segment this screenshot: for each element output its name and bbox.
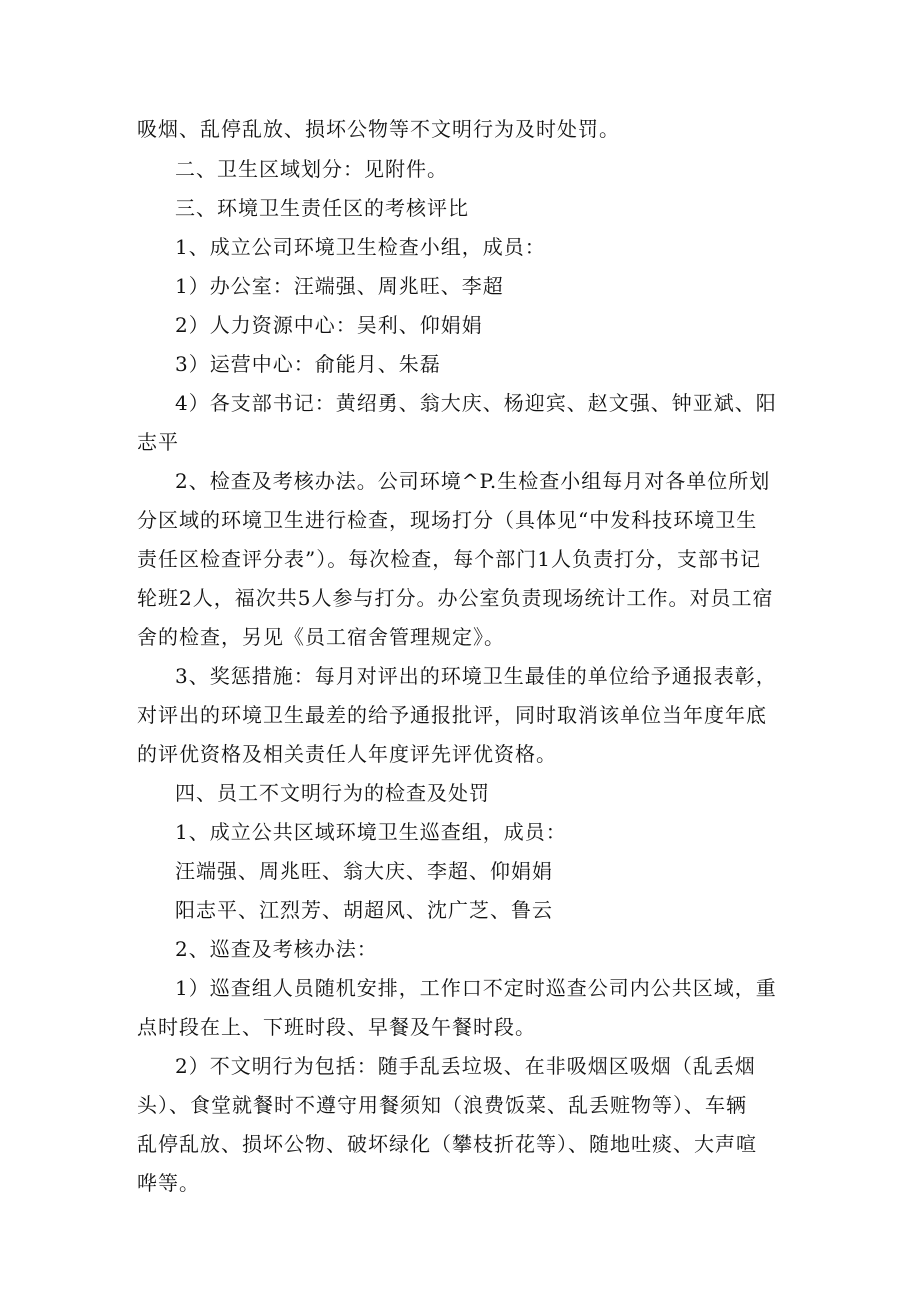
section-heading: 四、员工不文明行为的检查及处罚	[175, 781, 490, 805]
paragraph-line: 1、成立公司环境卫生检查小组，成员：	[175, 235, 546, 259]
list-item: 4）各支部书记：黄绍勇、翁大庆、杨迎宾、赵文强、钟亚斌、阳	[175, 391, 777, 415]
paragraph-line: 1、成立公共区域环境卫生巡查组，成员：	[175, 820, 567, 844]
list-item: 1）办公室：汪端强、周兆旺、李超	[175, 274, 504, 298]
paragraph-line: 3、奖惩措施：每月对评出的环境卫生最佳的单位给予通报表彰，	[175, 664, 777, 688]
paragraph-line: 头）、食堂就餐时不遵守用餐须知（浪费饭菜、乱丢赃物等）、车辆	[137, 1093, 747, 1117]
paragraph-line: 哗等。	[137, 1171, 200, 1195]
paragraph-line: 责任区检查评分表”）。每次检查，每个部门1人负责打分，支部书记	[137, 547, 761, 571]
section-heading: 二、卫生区域划分：见附件。	[175, 157, 448, 181]
section-heading: 三、环境卫生责任区的考核评比	[175, 196, 469, 220]
paragraph-line: 点时段在上、下班时段、早餐及午餐时段。	[137, 1015, 536, 1039]
list-item: 1）巡查组人员随机安排，工作口不定时巡查公司内公共区域，重	[175, 976, 777, 1000]
list-item: 汪端强、周兆旺、翁大庆、李超、仰娟娟	[175, 859, 553, 883]
paragraph-line: 对评出的环境卫生最差的给予通报批评，同时取消该单位当年度年底	[137, 703, 767, 727]
paragraph-line: 2、巡查及考核办法：	[175, 937, 378, 961]
paragraph-line: 舍的检查，另见《员工宿舍管理规定》。	[137, 625, 505, 649]
paragraph-line: 分区域的环境卫生进行检查，现场打分（具体见“中发科技环境卫生	[137, 508, 758, 532]
paragraph-line: 的评优资格及相关责任人年度评先评优资格。	[137, 742, 557, 766]
list-item: 阳志平、江烈芳、胡超风、沈广芝、鲁云	[175, 898, 553, 922]
paragraph-line: 志平	[137, 430, 179, 454]
paragraph-line: 乱停乱放、损坏公物、破坏绿化（攀枝折花等）、随地吐痰、大声喧	[137, 1132, 757, 1156]
list-item: 3）运营中心：俞能月、朱磊	[175, 352, 441, 376]
list-item: 2）人力资源中心：吴利、仰娟娟	[175, 313, 483, 337]
paragraph-line: 轮班2人，福次共5人参与打分。办公室负责现场统计工作。对员工宿	[137, 586, 774, 610]
list-item: 2）不文明行为包括：随手乱丢垃圾、在非吸烟区吸烟（乱丢烟	[175, 1054, 756, 1078]
paragraph-line: 2、检查及考核办法。公司环境^P.生检查小组每月对各单位所划	[175, 469, 771, 493]
paragraph-line: 吸烟、乱停乱放、损坏公物等不文明行为及时处罚。	[137, 117, 620, 141]
